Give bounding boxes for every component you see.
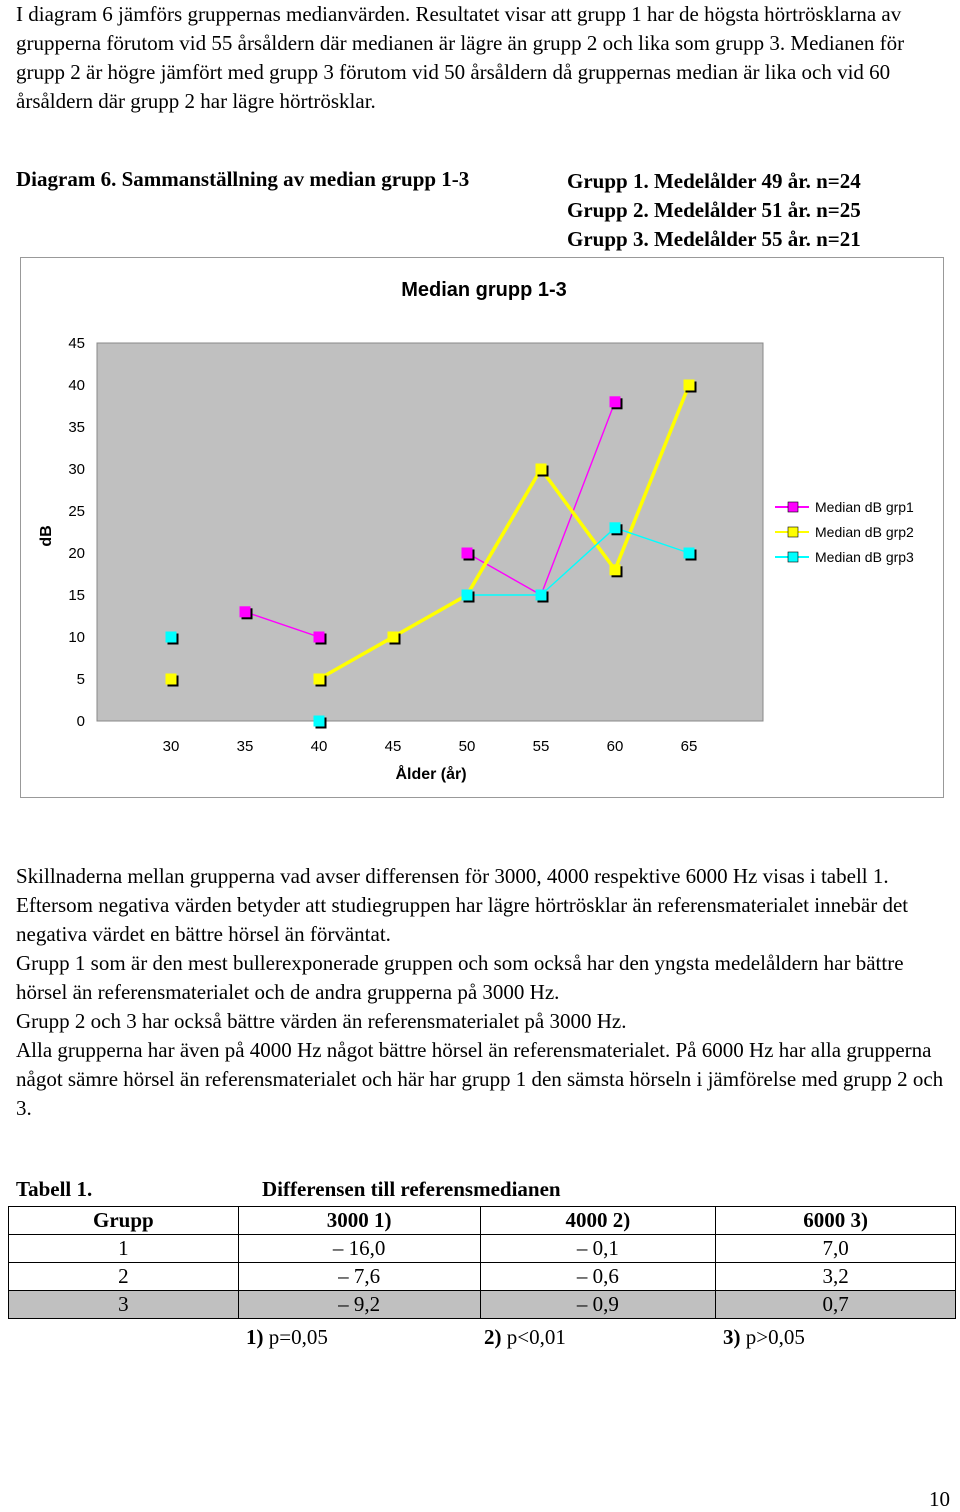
body-paragraph: Alla grupperna har även på 4000 Hz något bättre hörsel än referensmaterialet. På 6000 Hz har alla grupperna något sämre hörsel än referensmaterialet och här har grupp 1 den sämsta hörseln i jämförelse med grupp 2 och 3. (16, 1038, 944, 1120)
table-cell: 1 (9, 1235, 239, 1263)
data-point (536, 590, 547, 601)
data-point (462, 548, 473, 559)
x-tick-label: 40 (310, 738, 328, 755)
table-cell: – 7,6 (238, 1263, 480, 1291)
diagram-caption: Diagram 6. Sammanställning av median grupp 1-3 (16, 167, 470, 191)
y-tick-label: 5 (76, 671, 85, 688)
plot-area (97, 343, 763, 721)
legend-label: Median dB grp2 (815, 524, 914, 540)
x-tick-label: 60 (606, 738, 624, 755)
table-header-cell: 6000 3) (716, 1207, 956, 1235)
group-info (567, 167, 861, 254)
y-tick-label: 20 (68, 545, 85, 562)
page-number: 10 (929, 1487, 950, 1511)
body-paragraph: Grupp 1 som är den mest bullerexponerade gruppen och som också har den yngsta medelåldern har bättre hörsel än referensmaterialet och de andra grupperna på 3000 Hz. (16, 951, 904, 1004)
footnote-text: p>0,05 (740, 1325, 805, 1349)
data-point (314, 716, 325, 727)
table-header-cell: Grupp (9, 1207, 239, 1235)
legend-label: Median dB grp1 (815, 499, 914, 515)
table-cell: 2 (9, 1263, 239, 1291)
table-row (9, 1235, 956, 1263)
chart-title: Median grupp 1-3 (401, 279, 567, 301)
body-paragraph: Grupp 2 och 3 har också bättre värden än referensmaterialet på 3000 Hz. (16, 1009, 627, 1033)
data-point (388, 632, 399, 643)
y-tick-label: 30 (68, 461, 85, 478)
table-header-row (9, 1207, 956, 1235)
body-text (16, 862, 948, 1123)
data-point (536, 464, 547, 475)
legend-marker (788, 552, 798, 562)
intro-paragraph: I diagram 6 jämförs gruppernas medianvärden. Resultatet visar att grupp 1 har de högsta hörtrösklarna av grupperna förutom vid 55 årsåldern där medianen är lägre än grupp 2 och lika som grupp 3. Medianen för grupp 2 är högre jämfört med grupp 3 förutom vid 50 årsåldern då gruppernas median är lika och vid 60 årsåldern där grupp 2 har lägre hörtrösklar. (16, 2, 905, 113)
y-tick-label: 45 (68, 335, 85, 352)
y-tick-label: 10 (68, 629, 85, 646)
footnote (723, 1325, 805, 1350)
table-cell: – 16,0 (238, 1235, 480, 1263)
table-cell: 3,2 (716, 1263, 956, 1291)
legend-marker (788, 502, 798, 512)
group-info-line: Grupp 3. Medelålder 55 år. n=21 (567, 227, 861, 251)
y-tick-label: 15 (68, 587, 85, 604)
table-header-cell: 3000 1) (238, 1207, 480, 1235)
x-tick-label: 65 (680, 738, 698, 755)
table-cell: 3 (9, 1291, 239, 1319)
data-point (684, 380, 695, 391)
data-point (684, 548, 695, 559)
chart-frame (20, 257, 944, 798)
footnote-text: p<0,01 (501, 1325, 566, 1349)
footnote-number: 2) (484, 1325, 502, 1349)
x-tick-label: 30 (162, 738, 180, 755)
footnote (484, 1325, 566, 1350)
data-point (314, 632, 325, 643)
footnote-number: 3) (723, 1325, 741, 1349)
table-cell: 7,0 (716, 1235, 956, 1263)
x-tick-label: 35 (236, 738, 254, 755)
data-point (166, 632, 177, 643)
x-tick-label: 50 (458, 738, 476, 755)
data-point (166, 674, 177, 685)
table-title: Differensen till referensmedianen (262, 1177, 561, 1201)
table-label: Tabell 1. (16, 1177, 93, 1201)
y-axis-label: dB (38, 525, 55, 547)
data-point (462, 590, 473, 601)
y-tick-label: 40 (68, 377, 85, 394)
body-paragraph: Skillnaderna mellan grupperna vad avser differensen för 3000, 4000 respektive 6000 Hz visas i tabell 1. Eftersom negativa värden betyder att studiegruppen har lägre hörtrösklar än referensmaterialet innebär det negativa värdet en bättre hörsel än förväntat. (16, 864, 909, 946)
table-row (9, 1291, 956, 1319)
footnote (246, 1325, 328, 1350)
median-chart (21, 258, 943, 797)
footnote-number: 1) (246, 1325, 264, 1349)
table-cell: – 0,9 (480, 1291, 716, 1319)
table-header-cell: 4000 2) (480, 1207, 716, 1235)
legend (775, 499, 914, 565)
group-info-line: Grupp 2. Medelålder 51 år. n=25 (567, 198, 861, 222)
legend-label: Median dB grp3 (815, 549, 914, 565)
x-axis-label: Ålder (år) (395, 766, 467, 783)
table-cell: – 9,2 (238, 1291, 480, 1319)
y-tick-label: 25 (68, 503, 85, 520)
data-point (610, 396, 621, 407)
table-cell: – 0,1 (480, 1235, 716, 1263)
x-tick-label: 45 (384, 738, 402, 755)
x-tick-label: 55 (532, 738, 550, 755)
table-row (9, 1263, 956, 1291)
table-cell: – 0,6 (480, 1263, 716, 1291)
data-point (610, 564, 621, 575)
y-tick-label: 35 (68, 419, 85, 436)
difference-table (8, 1206, 956, 1319)
legend-marker (788, 527, 798, 537)
data-point (240, 606, 251, 617)
data-point (610, 522, 621, 533)
group-info-line: Grupp 1. Medelålder 49 år. n=24 (567, 169, 861, 193)
footnote-text: p=0,05 (263, 1325, 328, 1349)
table-cell: 0,7 (716, 1291, 956, 1319)
y-tick-label: 0 (76, 713, 85, 730)
data-point (314, 674, 325, 685)
